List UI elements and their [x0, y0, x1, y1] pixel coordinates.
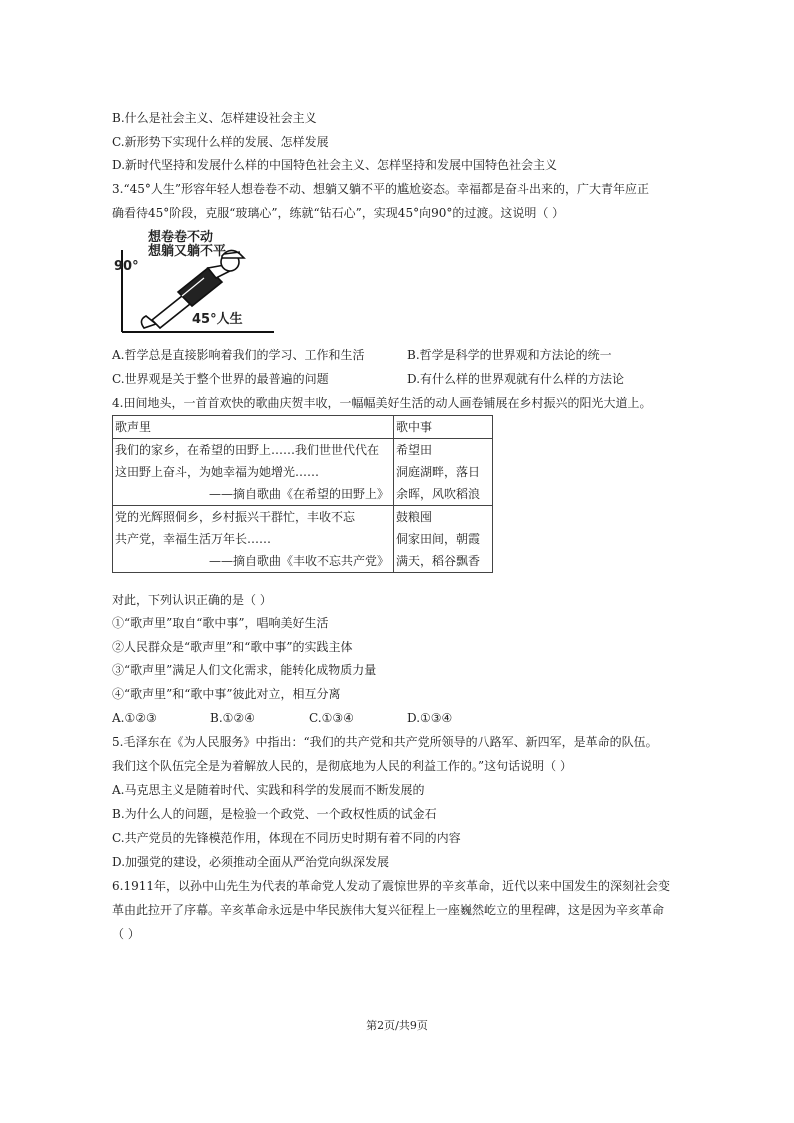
q3-stem-line1: 3.“45°人生”形容年轻人想卷卷不动、想躺又躺不平的尴尬姿态。幸福都是奋斗出来的，广大青年应正	[112, 182, 649, 196]
q5-stem-line1: 5.毛泽东在《为人民服务》中指出：“我们的共产党和共产党所领导的八路军、新四军，是革命的队伍。	[112, 735, 658, 749]
q4-option-b: B.①②④	[210, 711, 255, 725]
table-cell	[394, 506, 493, 573]
q3-option-b: B.哲学是科学的世界观和方法论的统一	[407, 348, 612, 362]
story-text: 洞庭湖畔，落日余晖，风吹稻浪	[396, 465, 481, 501]
q4-statement-1: ①“歌声里”取自“歌中事”，唱响美好生活	[112, 616, 329, 630]
q3-figure-45-degree-life	[112, 228, 277, 336]
q6-stem-line1: 6.1911年，以孙中山先生为代表的革命党人发动了震惊世界的辛亥革命，近代以来中国发生的深刻社会变	[112, 879, 670, 893]
q4-statement-3: ③“歌声里”满足人们文化需求，能转化成物质力量	[112, 663, 377, 677]
q3-option-a: A.哲学总是直接影响着我们的学习、工作和生活	[112, 348, 365, 362]
q4-statement-4: ④“歌声里”和“歌中事”彼此对立，相互分离	[112, 687, 341, 701]
q3-option-d: D.有什么样的世界观就有什么样的方法论	[407, 372, 625, 386]
q5-stem-line2: 我们这个队伍完全是为着解放人民的，是彻底地为人民的利益工作的。”这句话说明（ ）	[112, 759, 572, 773]
q4-song-table	[112, 415, 493, 573]
q3-option-c: C.世界观是关于整个世界的最普遍的问题	[112, 372, 329, 386]
song-lyric-line: 这田野上奋斗，为她幸福为她增光……	[115, 465, 320, 479]
table-cell	[113, 439, 394, 506]
song-source: ——摘自歌曲《丰收不忘共产党》	[208, 554, 389, 568]
q3-figure-caption-line1: 想卷卷不动	[148, 230, 214, 245]
table-row	[113, 506, 493, 573]
table-cell	[394, 439, 493, 506]
q5-option-a: A.马克思主义是随着时代、实践和科学的发展而不断发展的	[112, 783, 425, 797]
song-lyric-line: 共产党，幸福生活万年长……	[115, 532, 272, 546]
table-header-left: 歌声里	[113, 416, 394, 439]
q2-option-d: D.新时代坚持和发展什么样的中国特色社会主义、怎样坚持和发展中国特色社会主义	[112, 158, 558, 172]
song-lyric-line: 党的光辉照侗乡，乡村振兴干群忙，丰收不忘	[115, 510, 356, 524]
q4-option-d: D.①③④	[407, 711, 453, 725]
q4-prompt: 对此，下列认识正确的是（ ）	[112, 593, 272, 607]
song-lyric-line: 我们的家乡，在希望的田野上……我们世世代代在	[115, 443, 380, 457]
q4-option-a: A.①②③	[112, 711, 157, 725]
story-text: 侗家田间，朝霞满天，稻谷飘香	[396, 532, 481, 568]
q4-statement-2: ②人民群众是“歌声里”和“歌中事”的实践主体	[112, 640, 353, 654]
q5-option-c: C.共产党员的先锋模范作用，体现在不同历史时期有着不同的内容	[112, 831, 461, 845]
q3-figure-caption-line2: 想躺又躺不平	[148, 244, 227, 259]
q5-option-d: D.加强党的建设，必须推动全面从严治党向纵深发展	[112, 855, 390, 869]
q2-option-c: C.新形势下实现什么样的发展、怎样发展	[112, 135, 329, 149]
q4-option-c: C.①③④	[309, 711, 354, 725]
table-cell	[113, 506, 394, 573]
story-title: 鼓粮囤	[396, 510, 433, 524]
table-row	[113, 439, 493, 506]
q3-figure-angle-90: 90°	[114, 259, 139, 274]
q5-option-b: B.为什么人的问题，是检验一个政党、一个政权性质的试金石	[112, 807, 437, 821]
q6-stem-line3: （ ）	[112, 927, 140, 941]
song-source: ——摘自歌曲《在希望的田野上》	[208, 487, 389, 501]
q6-stem-line2: 革由此拉开了序幕。辛亥革命永远是中华民族伟大复兴征程上一座巍然屹立的里程碑，这是因为辛亥革命	[112, 903, 665, 917]
q2-option-b: B.什么是社会主义、怎样建设社会主义	[112, 111, 317, 125]
q3-stem-line2: 确看待45°阶段，克服“玻璃心”，练就“钻石心”，实现45°向90°的过渡。这说明（ ）	[112, 206, 565, 220]
table-header-right: 歌中事	[394, 416, 493, 439]
page-number-footer: 第2页/共9页	[366, 1019, 428, 1032]
story-title: 希望田	[396, 443, 433, 457]
q4-stem: 4.田间地头，一首首欢快的歌曲庆贺丰收，一幅幅美好生活的动人画卷铺展在乡村振兴的阳光大道上。	[112, 396, 652, 410]
q3-figure-angle-45: 45°人生	[192, 312, 243, 327]
table-row	[113, 416, 493, 439]
